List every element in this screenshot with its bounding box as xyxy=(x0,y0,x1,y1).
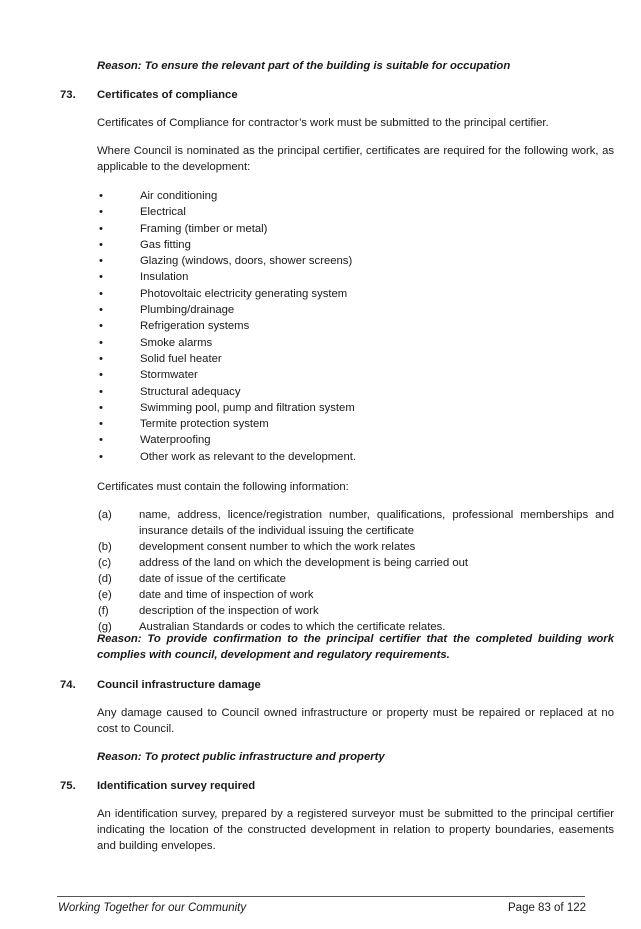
section-74-number: 74. xyxy=(60,679,76,691)
list-item-label: (f) xyxy=(98,605,109,617)
list-item-text: Swimming pool, pump and filtration system xyxy=(140,401,355,414)
list-item xyxy=(97,384,356,400)
bullet-icon: • xyxy=(99,238,103,251)
list-item xyxy=(97,253,356,269)
section-73-info-intro: Certificates must contain the following information: xyxy=(97,481,349,493)
list-item-text: Gas fitting xyxy=(140,238,191,251)
list-item-text: Other work as relevant to the development. xyxy=(140,450,357,463)
footer-divider xyxy=(57,896,585,897)
certificate-info-list xyxy=(97,507,614,635)
list-item xyxy=(97,367,356,383)
list-item-text: Solid fuel heater xyxy=(140,352,222,365)
reason-public-infrastructure: Reason: To protect public infrastructure and property xyxy=(97,751,385,763)
list-item-text: Australian Standards or codes to which the certificate relates. xyxy=(139,621,446,633)
list-item-text: Waterproofing xyxy=(140,434,211,447)
section-75-number: 75. xyxy=(60,780,76,792)
list-item xyxy=(97,507,614,539)
list-item xyxy=(97,432,356,448)
list-item xyxy=(97,221,356,237)
list-item-text: Stormwater xyxy=(140,369,198,382)
list-item-label: (e) xyxy=(98,589,112,601)
list-item xyxy=(97,302,356,318)
list-item-text: date of issue of the certificate xyxy=(139,573,286,585)
bullet-icon: • xyxy=(99,271,103,284)
bullet-icon: • xyxy=(99,352,103,365)
section-74-title: Council infrastructure damage xyxy=(97,679,261,691)
list-item-text: date and time of inspection of work xyxy=(139,589,314,601)
list-item xyxy=(97,188,356,204)
list-item xyxy=(97,539,614,555)
list-item-text: description of the inspection of work xyxy=(139,605,319,617)
certificate-work-list xyxy=(97,188,356,465)
section-73-number: 73. xyxy=(60,89,76,101)
list-item-label: (g) xyxy=(98,621,112,633)
list-item-text: Photovoltaic electricity generating system xyxy=(140,287,348,300)
bullet-icon: • xyxy=(99,418,103,431)
list-item-text: Framing (timber or metal) xyxy=(140,222,268,235)
section-74-body: Any damage caused to Council owned infrastructure or property must be repaired or replaced at no cost to Council. xyxy=(97,707,614,735)
list-item xyxy=(97,603,614,619)
list-item xyxy=(97,400,356,416)
section-73-intro: Certificates of Compliance for contractor’s work must be submitted to the principal certifier. xyxy=(97,117,549,129)
reason-occupation: Reason: To ensure the relevant part of the building is suitable for occupation xyxy=(97,60,511,72)
bullet-icon: • xyxy=(99,320,103,333)
list-item-text: Termite protection system xyxy=(140,418,269,431)
section-73-paragraph: Where Council is nominated as the principal certifier, certificates are required for the following work, as applicable to the development: xyxy=(97,145,614,173)
list-item-text: development consent number to which the work relates xyxy=(139,541,416,553)
bullet-icon: • xyxy=(99,222,103,235)
section-73-title: Certificates of compliance xyxy=(97,89,238,101)
list-item xyxy=(97,237,356,253)
bullet-icon: • xyxy=(99,434,103,447)
bullet-icon: • xyxy=(99,336,103,349)
list-item xyxy=(97,335,356,351)
list-item-label: (c) xyxy=(98,557,112,569)
bullet-icon: • xyxy=(99,304,103,317)
list-item xyxy=(97,555,614,571)
list-item-text: name, address, licence/registration number, qualifications, professional memberships and insurance details of the individual issuing the certificate xyxy=(139,509,614,537)
list-item-text: Structural adequacy xyxy=(140,385,241,398)
section-75-title: Identification survey required xyxy=(97,780,256,792)
list-item-label: (b) xyxy=(98,541,112,553)
list-item-text: Refrigeration systems xyxy=(140,320,250,333)
bullet-icon: • xyxy=(99,369,103,382)
list-item-text: Insulation xyxy=(140,271,189,284)
bullet-icon: • xyxy=(99,287,103,300)
list-item-label: (d) xyxy=(98,573,112,585)
bullet-icon: • xyxy=(99,206,103,219)
list-item xyxy=(97,269,356,285)
list-item-text: Plumbing/drainage xyxy=(140,304,235,317)
list-item-text: Electrical xyxy=(140,206,186,219)
list-item xyxy=(97,571,614,587)
list-item xyxy=(97,351,356,367)
list-item xyxy=(97,416,356,432)
list-item xyxy=(97,286,356,302)
list-item xyxy=(97,587,614,603)
bullet-icon: • xyxy=(99,385,103,398)
bullet-icon: • xyxy=(99,450,103,463)
bullet-icon: • xyxy=(99,401,103,414)
list-item-text: address of the land on which the development is being carried out xyxy=(139,557,469,569)
reason-confirmation: Reason: To provide confirmation to the principal certifier that the completed building work complies with council, development and regulatory requirements. xyxy=(97,633,614,661)
list-item xyxy=(97,449,356,465)
list-item xyxy=(97,318,356,334)
footer-slogan: Working Together for our Community xyxy=(58,902,247,914)
section-75-body: An identification survey, prepared by a registered surveyor must be submitted to the principal certifier indicating the location of the constructed development in relation to property boundaries, easements and building envelopes. xyxy=(97,808,614,852)
bullet-icon: • xyxy=(99,255,103,268)
list-item xyxy=(97,204,356,220)
list-item-text: Glazing (windows, doors, shower screens) xyxy=(140,255,353,268)
bullet-icon: • xyxy=(99,190,103,202)
list-item-label: (a) xyxy=(98,509,112,521)
list-item-text: Air conditioning xyxy=(140,190,218,202)
page-number: Page 83 of 122 xyxy=(508,902,587,914)
list-item-text: Smoke alarms xyxy=(140,336,213,349)
